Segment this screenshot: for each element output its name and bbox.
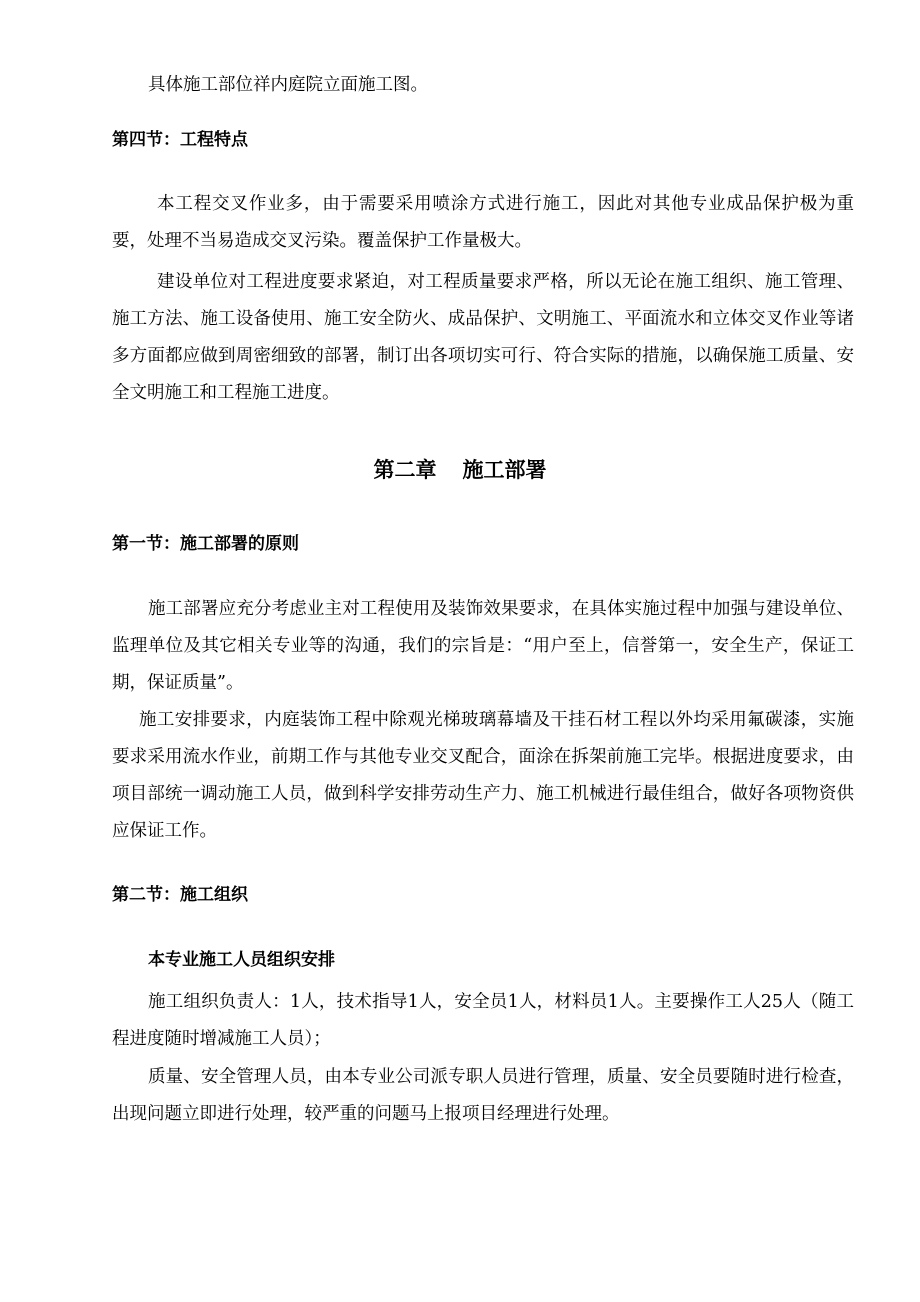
- intro-line: 具体施工部位祥内庭院立面施工图。: [148, 75, 428, 95]
- chapter-name: 施工部署: [462, 458, 547, 482]
- section2-heading: 第二节：施工组织: [112, 885, 248, 905]
- section2-paragraph-1: 施工组织负责人：1人，技术指导1人，安全员1人，材料员1人。主要操作工人25人（随工程进度随时增减施工人员）；: [112, 992, 854, 1049]
- section4-heading: 第四节：工程特点: [112, 130, 248, 150]
- section4-paragraph-1: 本工程交叉作业多，由于需要采用喷涂方式进行施工，因此对其他专业成品保护极为重要，处理不当易造成交叉污染。覆盖保护工作量极大。: [112, 194, 854, 251]
- section1-paragraph-1: 施工部署应充分考虑业主对工程使用及装饰效果要求，在具体实施过程中加强与建设单位、监理单位及其它相关专业等的沟通，我们的宗旨是：“用户至上，信誉第一，安全生产，保证工期，保证质量”。: [112, 599, 854, 693]
- section1-heading: 第一节：施工部署的原则: [112, 534, 299, 554]
- section2-subheading: 本专业施工人员组织安排: [148, 950, 335, 970]
- section1-paragraph-2: 施工安排要求，内庭装饰工程中除观光梯玻璃幕墙及干挂石材工程以外均采用氟碳漆，实施要求采用流水作业，前期工作与其他专业交叉配合，面涂在拆架前施工完毕。根据进度要求，由项目部统一调动施工人员，做到科学安排劳动生产力、施工机械进行最佳组合，做好各项物资供应保证工作。: [112, 710, 854, 841]
- chapter-number: 第二章: [373, 458, 437, 482]
- chapter-title: [0, 456, 920, 484]
- section4-paragraph-2: 建设单位对工程进度要求紧迫，对工程质量要求严格，所以无论在施工组织、施工管理、施工方法、施工设备使用、施工安全防火、成品保护、文明施工、平面流水和立体交叉作业等诸多方面都应做到周密细致的部署，制订出各项切实可行、符合实际的措施，以确保施工质量、安全文明施工和工程施工进度。: [112, 272, 854, 403]
- section2-paragraph-2: 质量、安全管理人员，由本专业公司派专职人员进行管理，质量、安全员要随时进行检查，出现问题立即进行处理，较严重的问题马上报项目经理进行处理。: [112, 1067, 854, 1124]
